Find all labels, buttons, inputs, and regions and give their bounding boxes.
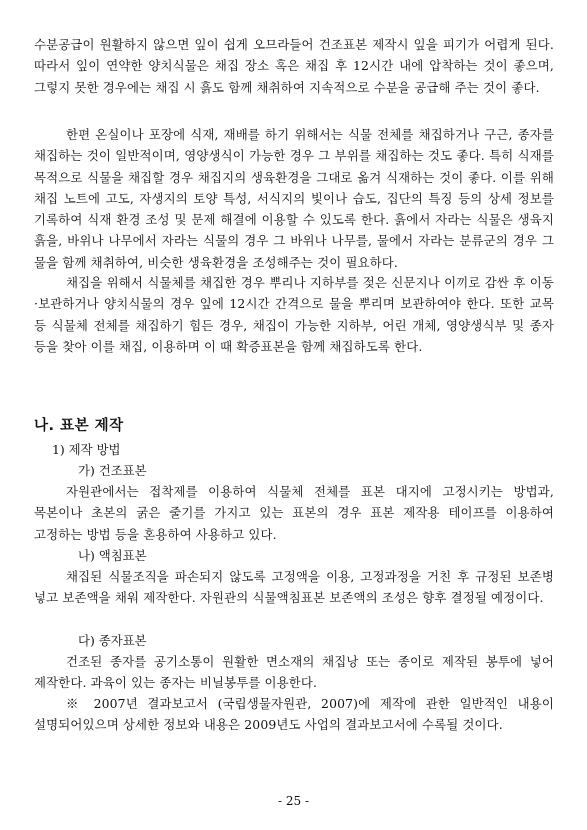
paragraph-planting-collection: 한편 온실이나 포장에 식재, 재배를 하기 위해서는 식물 전체를 채집하거나 구근, 종자를 채집하는 것이 일반적이며, 영양생식이 가능한 경우 그 부위를 채집하는 것도 좋다. 특히 식재를 목적으로 식물을 채집할 경우 채집지의 생육환경을 그대로 옮겨 식재하는 것이 좋다. 이를 위해 채집 노트에 고도, 자생지의 토양 특성, 서식지의 빛이나 습도, 집단의 특징 등의 상세 정보를 기록하여 식재 환경 조성 및 문제 해결에 이용할 수 있도록 한다. 흙에서 자라는 식물은 생육지 흙을, 바위나 나무에서 자라는 식물의 경우 그 바위나 나무를, 물에서 자라는 분류군의 경우 그 물을 함께 채취하여, 비슷한 생육환경을 조성해주는 것이 필요하다. [34, 127, 554, 270]
paragraph-collection-storage: 채집을 위해서 식물체를 채집한 경우 뿌리나 지하부를 젖은 신문지나 이끼로 감싼 후 이동·보관하거나 양치식물의 경우 잎에 12시간 간격으로 물을 뿌리며 보관하여야 한다. 또한 교목 등 식물체 전체를 채집하기 힘든 경우, 채집이 가능한 지하부, 어린 개체, 영양생식부 및 종자 등을 찾아 이를 채집, 이용하며 이 때 확증표본을 함께 채집하도록 한다. [34, 275, 554, 354]
subheading-dry-specimen: 가) 건조표본 [78, 463, 147, 478]
paragraph-water-supply: 수분공급이 원활하지 않으면 잎이 쉽게 오므라들어 건조표본 제작시 잎을 피기가 어렵게 된다. 따라서 잎이 연약한 양치식물은 채집 장소 혹은 채집 후 12시간 내에 압착하는 것이 좋으며, 그렇지 못한 경우에는 채집 시 흙도 함께 채취하여 지속적으로 수분을 공급해 주는 것이 좋다. [34, 37, 554, 95]
section-heading: 나. 표본 제작 [34, 418, 124, 434]
subheading-seed-specimen: 다) 종자표본 [78, 633, 147, 648]
paragraph-liquid-specimen: 채집된 식물조직을 파손되지 않도록 고정액을 이용, 고정과정을 거친 후 규정된 보존병 넣고 보존액을 채워 제작한다. 자원관의 식물액침표본 보존액의 조성은 향후 결정될 예정이다. [34, 569, 554, 606]
subheading-method: 1) 제작 방법 [52, 442, 121, 457]
paragraph-seed-specimen: 건조된 종자를 공기소통이 원활한 면소재의 채집낭 또는 종이로 제작된 봉투에 넣어 제작한다. 과육이 있는 종자는 비닐봉투를 이용한다. [34, 654, 554, 691]
subheading-liquid-specimen: 나) 액침표본 [78, 548, 147, 563]
note-paragraph: ※ 2007년 결과보고서 (국립생물자원관, 2007)에 제작에 관한 일반적인 내용이 설명되어있으며 상세한 정보와 내용은 2009년도 사업의 결과보고서에 수록될 것이다. [34, 696, 554, 733]
page-number: - 25 - [277, 794, 309, 808]
paragraph-dry-specimen: 자원관에서는 접착제를 이용하여 식물체 전체를 표본 대지에 고정시키는 방법과, 목본이나 초본의 굵은 줄기를 가지고 있는 표본의 경우 표본 제작용 테이프를 이용하여 고정하는 방법 등을 혼용하여 사용하고 있다. [34, 484, 554, 542]
